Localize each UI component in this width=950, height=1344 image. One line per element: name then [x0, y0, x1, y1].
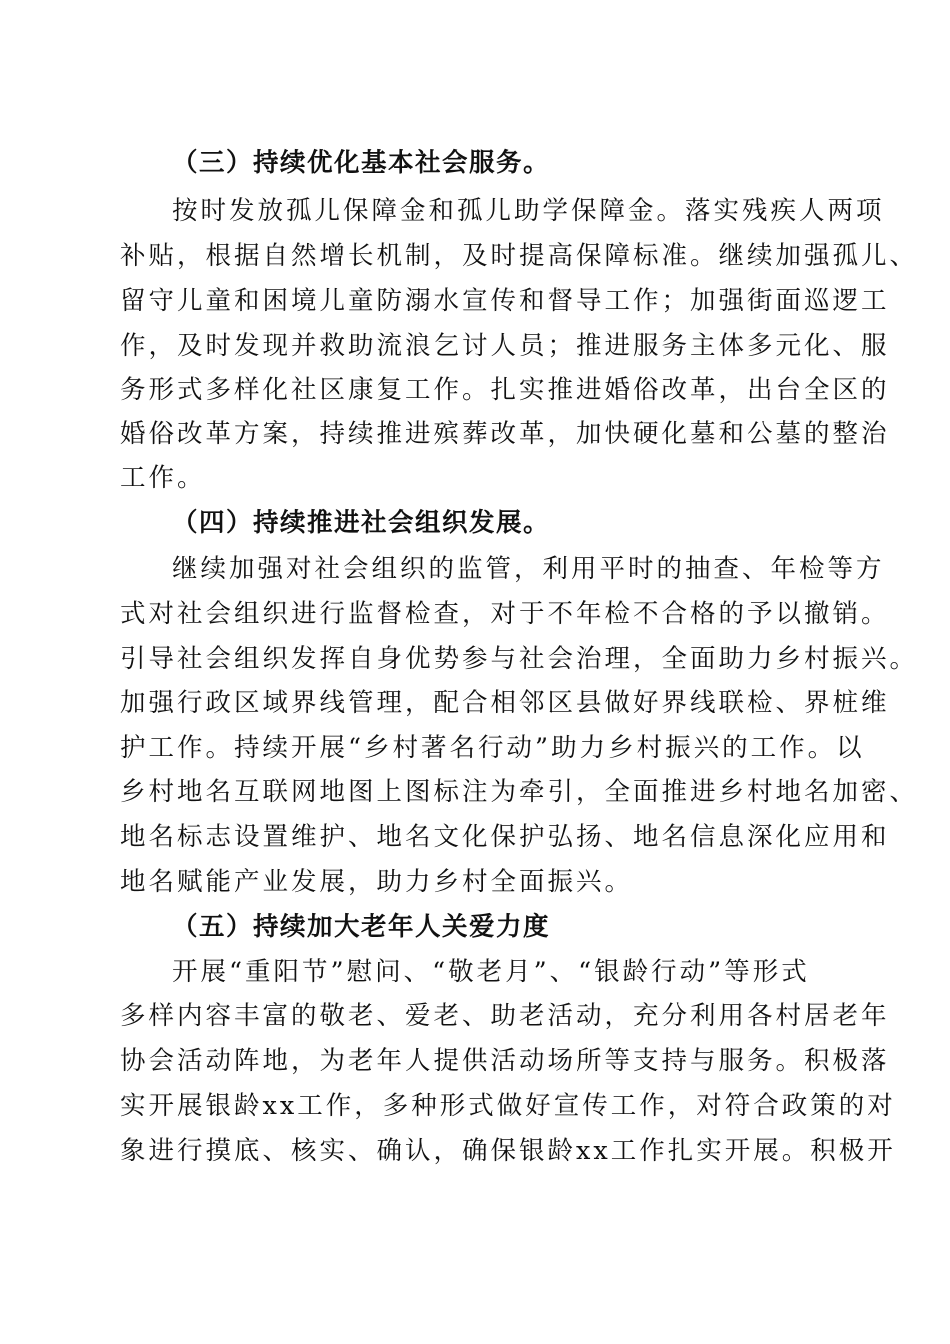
paragraph-line: 务形式多样化社区康复工作。扎实推进婚俗改革，出台全区的 — [120, 375, 890, 405]
paragraph-line: 象进行摸底、核实、确认，确保银龄xx工作扎实开展。积极开 — [120, 1136, 896, 1166]
paragraph-line: 补贴，根据自然增长机制，及时提高保障标准。继续加强孤儿、 — [120, 241, 919, 271]
paragraph-line: 加强行政区域界线管理，配合相邻区县做好界线联检、界桩维 — [120, 688, 890, 718]
paragraph-line: 留守儿童和困境儿童防溺水宣传和督导工作；加强街面巡逻工 — [120, 286, 890, 316]
paragraph-line: 乡村地名互联网地图上图标注为牵引，全面推进乡村地名加密、 — [120, 777, 919, 807]
paragraph-line: 开展“重阳节”慰问、“敬老月”、“银龄行动”等形式 — [172, 957, 810, 987]
section-heading-4: （四）持续推进社会组织发展。 — [172, 508, 551, 538]
section-heading-3: （三）持续优化基本社会服务。 — [172, 148, 551, 178]
paragraph-line: 地名赋能产业发展，助力乡村全面振兴。 — [120, 867, 634, 897]
paragraph-line: 按时发放孤儿保障金和孤儿助学保障金。落实残疾人两项 — [172, 196, 885, 226]
paragraph-line: 婚俗改革方案，持续推进殡葬改革，加快硬化墓和公墓的整治 — [120, 419, 890, 449]
paragraph-line: 继续加强对社会组织的监管，利用平时的抽查、年检等方 — [172, 554, 885, 584]
paragraph-line: 式对社会组织进行监督检查，对于不年检不合格的予以撤销。 — [120, 599, 890, 629]
paragraph-line: 护工作。持续开展“乡村著名行动”助力乡村振兴的工作。以 — [120, 733, 865, 763]
paragraph-line: 地名标志设置维护、地名文化保护弘扬、地名信息深化应用和 — [120, 822, 890, 852]
paragraph-line: 工作。 — [120, 463, 206, 493]
paragraph-line: 协会活动阵地，为老年人提供活动场所等支持与服务。积极落 — [120, 1046, 890, 1076]
section-heading-5: （五）持续加大老年人关爱力度 — [172, 912, 551, 942]
paragraph-line: 实开展银龄xx工作，多种形式做好宣传工作，对符合政策的对 — [120, 1091, 896, 1121]
paragraph-line: 引导社会组织发挥自身优势参与社会治理，全面助力乡村振兴。 — [120, 644, 919, 674]
paragraph-line: 作，及时发现并救助流浪乞讨人员；推进服务主体多元化、服 — [120, 331, 890, 361]
paragraph-line: 多样内容丰富的敬老、爱老、助老活动，充分利用各村居老年 — [120, 1001, 890, 1031]
